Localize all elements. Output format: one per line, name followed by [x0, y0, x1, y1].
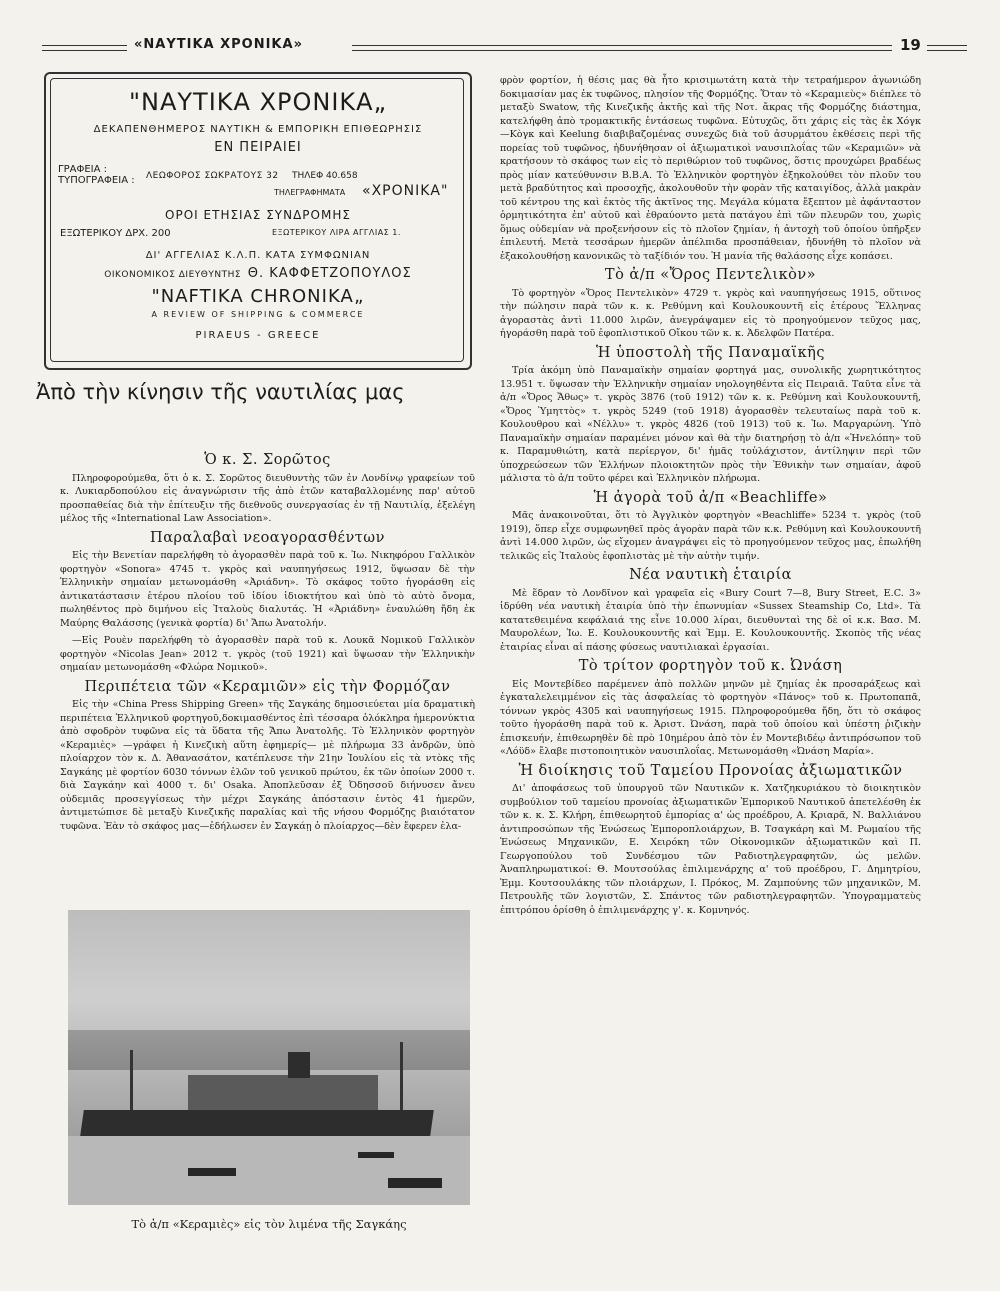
- masthead-ads: ΔΙ' ΑΓΓΕΛΙΑΣ Κ.Λ.Π. ΚΑΤΑ ΣΥΜΦΩΝΙΑΝ: [145, 250, 371, 261]
- photo-hull: [80, 1110, 434, 1136]
- masthead-price-foreign: ΕΞΩΤΕΡΙΚΟΥ ΛΙΡΑ ΑΓΓΛΙΑΣ 1.: [272, 228, 401, 237]
- article-paragraph: Εἰς τὴν «China Press Shipping Green» τῆς Σαγκάης δημοσιεύεται μία δραματικὴ περιπέτεια Ἑλληνικοῦ φορτηγοῦ,δοκιμασθέντος ἐπὶ τέσσαρα ὁλόκληρα ἡμερονύκτια ἀπὸ σφοδρὸν τυφῶνα εἰς τὰ ὕδατα τῆς Ἄπω Ἀνατολῆς. Τὸ Ἑλληνικὸν φορτηγὸν «Κεραμιὲς» —γράφει ἡ Κινεζικὴ αὕτη ἐφημερίς— μὲ πλήρωμα 33 ἀνδρῶν, ὑπὸ πλοίαρχον τὸν κ. Δ. Ἀθανασάτον, κατέπλευσε τὴν 21ην Ἰουλίου εἰς τὰ ντὸκς τῆς Σαγκάης μὲ φορτίον 6030 τόννων ἐλῶν τοῦ γενικοῦ πρώτου, ἐκ τῶν ὁποίων 2000 τ. διὰ Σαγκάην καὶ 4000 τ. δι' Osaka. Ἀποπλεῦσαν ἐξ Ὀδησσοῦ διήνυσεν ἄνευ οὐδεμιᾶς προσεγγίσεως τὴν μέχρι Σαγκάης ἀπόστασιν ἐντὸς 41 ἡμερῶν, ἀντιμετώπισε δὲ μεταξὺ Κινεζικῆς παραλίας καὶ τῆς νήσου Φορμόζης βιαιότατον τυφῶνα. Ἐὰν τὸ σκάφος μας—ἐδήλωσεν ἐν Σαγκάῃ ὁ πλοίαρχος—δὲν ἔφερεν ἐλα-: [60, 699, 475, 832]
- article-paragraph: Εἰς Μοντεβίδεο παρέμενεν ἀπὸ πολλῶν μηνῶν μὲ ζημίας ἐκ προσαράξεως καὶ ἐγκαταλελειμμένον εἰς τὰς ἀσφαλείας τὸ φορτηγὸν «Πάνος» τοῦ κ. Πρωτοπαπᾶ, τόννων γκρὸς 4305 καὶ ναυπηγήσεως 1915. Πληροφορούμεθα ἤδη, ὅτι τὸ σκάφος τοῦτο ἠγοράσθη παρὰ τοῦ κ. Ἀριστ. Ὠνάση, παρὰ τοῦ ὁποίου καὶ ὑπέστη ῥιζικὴν ἐπισκευήν, ἐπιθεωρηθὲν δὲ πρὸ 10ημέρου ἀπὸ τὸν ἐν Μοντεβιδέῳ ἀντιπρόσωπον τοῦ «Λόϋδ» ἔλαβε πιστοποιητικὸν ναυσιπλοΐας. Μετωνομάσθη «Ὠνάση Μαρία».: [500, 678, 921, 757]
- photo-caption: Τὸ ἀ/π «Κεραμιὲς» εἰς τὸν λιμένα τῆς Σαγκάης: [131, 1217, 407, 1231]
- page-number: 19: [900, 36, 921, 54]
- article-heading: Νέα ναυτικὴ ἑταιρία: [629, 567, 792, 583]
- article-paragraph: Τρία ἀκόμη ὑπὸ Παναμαϊκὴν σημαίαν φορτηγά μας, συνολικῆς χωρητικότητος 13.951 τ. ὕψωσαν τὴν Ἑλληνικὴν σημαίαν νηολογηθέντα εἰς Πειραιᾶ. Ταῦτα εἶνε τὰ ἀ/π «Ὄρος Ἄθως» τ. γκρὸς 3876 (τοῦ 1912) τῶν κ. κ. Ρεθύμνη καὶ Κουλουκουντῆ, «Ὄρος Ὑμηττὸς» τ. γκρὸς 5249 (τοῦ 1918) ἀγορασθὲν τελευταίως παρὰ τοῦ κ. Κουλουθρου καὶ «Νέλλυ» τ. γκρὸς 4826 (τοῦ 1913) τοῦ κ. Ἰω. Μαργαρώνη. Ὑπὸ Παναμαϊκὴν σημαίαν παραμένει μόνον καὶ θὰ τὴν διατηρήσῃ τὸ ἀ/π «Ἠνελόπη» τοῦ κ. Παραμυθιώτη, κατὰ περίεργον, δι' ἡμᾶς τοὐλάχιστον, ἀντίληψιν περὶ τῶν ὑποχρεώσεων τῶν Ἑλλήνων πλοιοκτητῶν πρὸς τὴν Ἐθνικὴν των σημαίαν, ἀφοῦ μάλιστα τὸ ἀ/π τοῦτο φέρει καὶ Ἑλληνικὸν πλήρωμα.: [500, 365, 921, 484]
- photo-boat: [188, 1168, 236, 1176]
- ship-photo: [68, 910, 470, 1205]
- article-paragraph: Δι' ἀποφάσεως τοῦ ὑπουργοῦ τῶν Ναυτικῶν κ. Χατζηκυριάκου τὸ διοικητικὸν συμβούλιον τοῦ ταμείου προνοίας ἀξιωματικῶν Ἐμπορικοῦ Ναυτικοῦ ἀπετελέσθη ἐκ τῶν κ. κ. Σ. Κλήρη, ἐπιθεωρητοῦ ἐμπορίας α' ὡς προέδρου, Α. Κριαρᾶ, Ν. Βαλλιάνου ἀντιπροσώπων τῆς Ἑνώσεως Ἐμποροπλοιάρχων, Β. Τσαγκάρη καὶ Μ. Ρωμαίου τῆς Ἑνώσεως Μηχανικῶν, Ε. Χειρόκη τῶν Οἰκονομικῶν ἀξιωματικῶν καὶ Π. Γεωργοπούλου τοῦ Συνδέσμου τῶν Ραδιοτηλεγραφητῶν, ὡς μελῶν. Ἀναπληρωματικοί: Θ. Μουτσούλας ἐπιλιμενάρχης α' τοῦ προέδρου, Γ. Δημητρίου, Ἐμμ. Κουτσουλάκης τῶν πλοιάρχων, Ι. Πρόκος, Μ. Ζαμπούνης τῶν μηχανικῶν, Μ. Πετρουλῆς τῶν λογιστῶν, Σ. Σπάντος τῶν ραδιοτηλεγραφητῶν. Ὑπογραμματεὺς ἐπιτρόπου ὁρίσθη ὁ ἐπιλιμενάρχης γ'. κ. Κομνηνός.: [500, 783, 921, 916]
- director-name: Θ. ΚΑΦΦΕΤΖΟΠΟΥΛΟΣ: [247, 266, 412, 281]
- article-heading: Ὁ κ. Σ. Σορῶτος: [204, 452, 331, 468]
- masthead-box: [44, 72, 472, 370]
- right-column: [500, 74, 921, 921]
- journal-name: «ΝΑΥΤΙΚΑ ΧΡΟΝΙΚΑ»: [134, 37, 303, 52]
- article-heading: Ἡ διοίκησις τοῦ Ταμείου Προνοίας ἀξιωματικῶν: [518, 762, 903, 779]
- photo-mast: [130, 1050, 133, 1112]
- photo-shoreline: [68, 1030, 470, 1070]
- article-heading: Ἡ ὑποστολὴ τῆς Παναμαϊκῆς: [596, 344, 825, 361]
- header-rule: [352, 45, 892, 51]
- photo-mast: [400, 1042, 403, 1112]
- masthead-title: "ΝΑΥΤΙΚΑ ΧΡΟΝΙΚΑ„: [128, 88, 388, 116]
- article-paragraph: Πληροφορούμεθα, ὅτι ὁ κ. Σ. Σορῶτος διευθυντὴς τῶν ἐν Λονδίνῳ γραφείων τοῦ κ. Λυκιαρδοπούλου εἰς ἀναγνώρισιν τῆς ἀπὸ ἐτῶν καταβαλλομένης παρ' αὐτοῦ προσπαθείας διὰ τὴν ἐπίτευξιν τῆς διεθνοῦς συνεργασίας ἐν τῇ Ναυτιλίᾳ, ἐξελέγη μέλος τῆς «International Law Association».: [60, 472, 475, 524]
- article-paragraph: Μὲ ἕδραν τὸ Λονδῖνον καὶ γραφεῖα εἰς «Bury Court 7—8, Bury Street, E.C. 3» ἱδρύθη νέα ναυτικὴ ἑταιρία ὑπὸ τὴν ἐπωνυμίαν «Sussex Steamship Co, Ltd». Τὰ κατατεθειμένα κεφάλαιά της εἶνε 10.000 λίραι, διευθυνταὶ της δὲ οἱ κ.κ. Βασ. Μ. Μαυρολέων, Ἰω. Ε. Κουλουκουντῆς καὶ Ἐμμ. Ε. Κουλουκουντῆς. Σκοπὸς τῆς νέας ἑταιρίας εἶναι αἱ πάσης φύσεως ναυτιλιακαὶ ἐργασίαι.: [500, 587, 921, 653]
- masthead-subtitle: ΔΕΚΑΠΕΝΘΗΜΕΡΟΣ ΝΑΥΤΙΚΗ & ΕΜΠΟΡΙΚΗ ΕΠΙΘΕΩΡΗΣΙΣ: [93, 124, 423, 135]
- masthead-director: [44, 266, 472, 281]
- masthead-subscription-terms: ΟΡΟΙ ΕΤΗΣΙΑΣ ΣΥΝΔΡΟΜΗΣ: [165, 208, 351, 222]
- masthead-offices: ΓΡΑΦΕΙΑ : ΤΥΠΟΓΡΑΦΕΙΑ :: [58, 164, 135, 186]
- article-paragraph: Τὸ φορτηγὸν «Ὄρος Πεντελικὸν» 4729 τ. γκρὸς καὶ ναυπηγήσεως 1915, οὕτινος τὴν πώλησιν παρὰ τῶν κ. κ. Ρεθύμνη καὶ Κουλουκουντῆ εἰς ἑτέρους Ἕλληνας ἀγοραστὰς ἀντὶ 11.000 λιρῶν, ἀνεγράψαμεν εἰς τὸ προηγούμενον τεῦχος μας, ἠγοράσθη παρὰ τοῦ ἐφοπλιστικοῦ Οἴκου τῶν κ. κ. Ἀδελφῶν Πατέρα.: [500, 287, 921, 339]
- photo-funnel: [288, 1052, 310, 1078]
- running-header: [42, 36, 967, 58]
- article-heading: Τὸ τρίτον φορτηγὸν τοῦ κ. Ὠνάση: [578, 658, 843, 674]
- photo-water: [68, 1136, 470, 1205]
- photo-boat: [358, 1152, 394, 1158]
- photo-boat: [388, 1178, 442, 1188]
- masthead-telegram-name: «ΧΡΟΝΙΚΑ": [362, 183, 449, 199]
- masthead-telegram-label: ΤΗΛΕΓΡΑΦΗΜΑΤΑ: [274, 188, 346, 197]
- article-heading: Τὸ ἀ/π «Ὄρος Πεντελικὸν»: [604, 267, 817, 283]
- masthead-latin-subtitle: A REVIEW OF SHIPPING & COMMERCE: [151, 310, 365, 319]
- masthead-phone: ΤΗΛΕΦ 40.658: [292, 171, 358, 181]
- article-paragraph: Μᾶς ἀνακοινοῦται, ὅτι τὸ Ἀγγλικὸν φορτηγὸν «Beachliffe» 5234 τ. γκρὸς (τοῦ 1919), ὅπερ εἶχε συμφωνηθεῖ πρὸς ἀγορὰν παρὰ τῶν κ.κ. Ρεθύμνη καὶ Κουλουκουντῆ ἀντὶ 14.000 λιρῶν, ὡς εἴχομεν ἀναγράψει εἰς τὸ προηγούμενον τεῦχος μας, ἐπωλήθη τελικῶς εἰς Ἰταλοὺς ἐφοπλιστὰς μὲ τὴν αὐτὴν τιμήν.: [500, 510, 921, 562]
- masthead-latin-place: PIRAEUS - GREECE: [195, 330, 321, 341]
- masthead-price-domestic: ΕΞΩΤΕΡΙΚΟΥ ΔΡΧ. 200: [60, 228, 171, 239]
- masthead-address: ΛΕΩΦΟΡΟΣ ΣΩΚΡΑΤΟΥΣ 32: [146, 171, 279, 181]
- article-heading: Παραλαβαὶ νεοαγορασθέντων: [150, 529, 385, 546]
- article-heading: Περιπέτεια τῶν «Κεραμιῶν» εἰς τὴν Φορμόζαν: [84, 678, 451, 695]
- article-heading: Ἡ ἀγορὰ τοῦ ἀ/π «Beachliffe»: [593, 489, 828, 506]
- header-rule: [927, 45, 967, 51]
- masthead-place: ΕΝ ΠΕΙΡΑΙΕΙ: [214, 140, 302, 155]
- article-paragraph: φρὸν φορτίον, ἡ θέσις μας θὰ ἦτο κρισιμωτάτη κατὰ τὴν τετραήμερον ἀγωνιώδη δοκιμασίαν μας ἐκ τυφῶνος, πλησίον τῆς Φορμόζης. Ὅταν τὸ «Κεραμιεὺς» διέπλεε τὸ μεταξὺ Swatow, τῆς Κινεζικῆς ἀκτῆς καὶ τῆς Νοτ. ἄκρας τῆς Φορμόζης διάστημα, κατελήφθη ἀπὸ τρομακτικῆς ἐντάσεως τυφῶνα. Εὐτυχῶς, ὅτι χάρις εἰς τὰς ἐκ Χόγκ —Κὸγκ καὶ Keelung διαβιβαζομένας συνεχῶς διὰ τοῦ ἀσυρμάτου ἐκθέσεις περὶ τῆς πορείας τοῦ τυφῶνος, ἠδυνήθησαν οἱ ἀξιωματικοὶ ναυσιπλοΐας τῶν «Κεραμιῶν» νὰ κρατήσουν τὸ σκάφος των εἰς τὸ περιθώριον τοῦ τυφῶνος, ὅστις προυχώρει βραδέως πρὸς μίαν κατεύθυνσιν Β.Β.Α. Τὸ Ἑλληνικὸν φορτηγὸν ἐξηκολούθει τὸν πλοῦν του μετὰ βραδύτητος καὶ προσοχῆς, ἀκολουθοῦν τὴν φορὰν τῆς καταιγίδος, ἀλλὰ μακρὰν τοῦ κέντρου της καὶ ἐκτὸς τῆς ἀκτῖνος της. Μεγάλα κύματα ἔξεπτον μὲ ἀφάνταστον ὁρμητικότητα ἐπ' αὐτοῦ καὶ ἐθραύοντο μετὰ πατάγου ἐπὶ τῶν πλευρῶν του, χωρὶς ὅμως οὐδεμίαν νὰ προξενήσουν εἰς τὸ πλοῖον ζημίαν, ἡ ἀντοχὴ τοῦ ὁποίου ὑπῆρξεν ἐπιλευτή. Μετὰ τεσσάρων ἡμερῶν ἀπέλπιδα προσπάθειαν, ἠδυνήθη τὸ πλοῖον νὰ ἐξακολουθήσῃ κανονικῶς τὸ ταξίδιόν του. Ἡ μανία τῆς θαλάσσης εἶχε κοπάσει.: [500, 75, 921, 262]
- article-paragraph: —Εἰς Ρουὲν παρελήφθη τὸ ἀγορασθὲν παρὰ τοῦ κ. Λουκᾶ Νομικοῦ Γαλλικὸν φορτηγὸν «Nicolas Jean» 2012 τ. γκρὸς (τοῦ 1921) καὶ ὕψωσαν τὴν Ἑλληνικὴν σημαίαν μετωνομάσθη «Φλώρα Νομικοῦ».: [60, 635, 475, 673]
- header-rule: [42, 45, 127, 51]
- masthead-latin-title: "NAFTIKA CHRONIKA„: [151, 286, 365, 307]
- section-title: Ἀπὸ τὴν κίνησιν τῆς ναυτιλίας μας: [36, 380, 405, 404]
- photo-superstructure: [188, 1075, 378, 1111]
- director-label: ΟΙΚΟΝΟΜΙΚΟΣ ΔΙΕΥΘΥΝΤΗΣ: [104, 270, 242, 280]
- article-paragraph: Εἰς τὴν Βενετίαν παρελήφθη τὸ ἀγορασθὲν παρὰ τοῦ κ. Ἰω. Νικηφόρου Γαλλικὸν φορτηγὸν «Sonora» 4745 τ. γκρὸς καὶ ναυπηγήσεως 1912, ὕψωσαν δὲ τὴν Ἑλληνικὴν σημαίαν μετωνομάσθη «Ἀριάδνη». Τὸ σκάφος τοῦτο ἠγοράσθη εἰς ἀντικατάστασιν ἑτέρου πλοίου τοῦ ἰδίου ἰδιοκτήτου καὶ ὑπὸ τὸ αὐτὸ ὄνομα, πωληθέντος πρὸ διμήνου εἰς Ἰταλοὺς διαλυτάς. Ἡ «Ἀριάδνη» ἐναυλώθη ἤδη ἐκ Μαύρης Θαλάσσης (γενικὰ φορτία) δι' Ἄπω Ἀνατολήν.: [60, 550, 475, 629]
- left-column: [60, 448, 475, 837]
